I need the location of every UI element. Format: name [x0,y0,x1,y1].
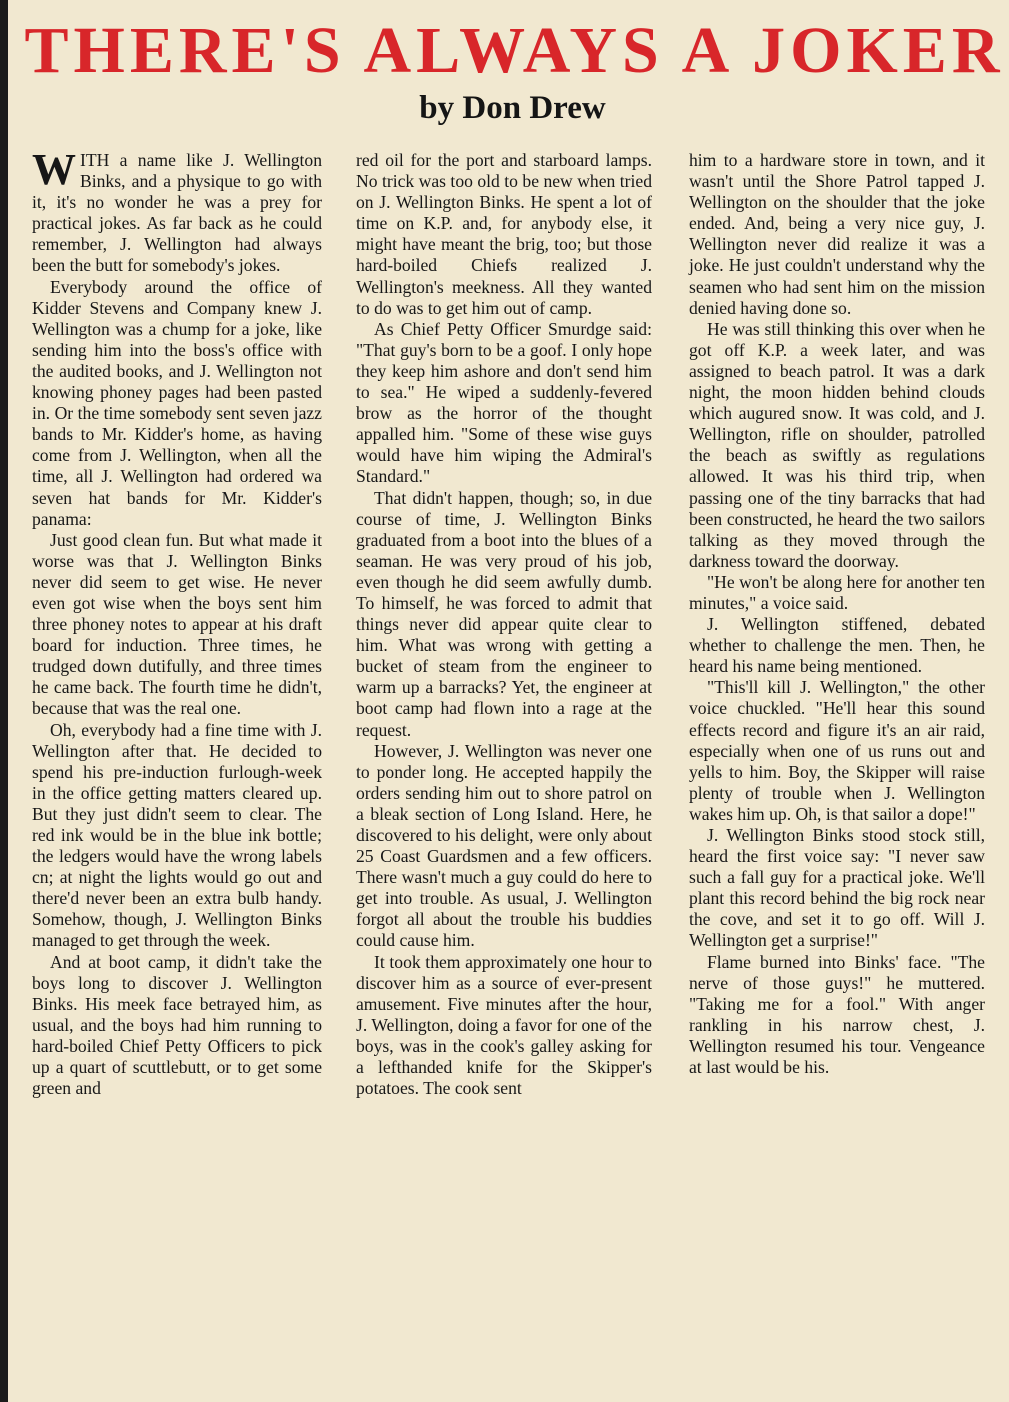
paragraph: Flame burned into Binks' face. "The nerve of those guys!" he muttered. "Taking me for a fool." With anger rankling in his narrow chest, J. Wellington resumed his tour. Vengeance at last would be his. [689,951,985,1078]
paragraph: Oh, everybody had a fine time with J. Wellington after that. He decided to spend his pre-induction furlough-week in the office getting matters cleared up. But they just didn't seem to clear. The red ink would be in the blue ink bottle; the ledgers would have the wrong labels cn; at night the lights would go out and there'd never been an extra bulb handy. Somehow, though, J. Wellington Binks managed to get through the week. [32,719,322,951]
paragraph: "This'll kill J. Wellington," the other voice chuckled. "He'll hear this sound effects record and figure it's an air raid, especially when one of us runs out and yells to him. Boy, the Skipper will raise plenty of trouble when J. Wellington wakes him up. Oh, is that sailor a dope!" [689,677,985,824]
paragraph: As Chief Petty Officer Smurdge said: "That guy's born to be a goof. I only hope they keep him ashore and don't send him to sea." He wiped a suddenly-fevered brow as the horror of the thought appalled him. "Some of these wise guys would have him wiping the Admiral's Standard." [356,318,652,487]
paragraph: "He won't be along here for another ten minutes," a voice said. [689,571,985,613]
drop-cap: W [32,145,76,194]
paragraph: J. Wellington Binks stood stock still, heard the first voice say: "I never saw such a fall guy for a practical joke. We'll plant this record behind the big rock near the cove, and set it to go off. Will J. Wellington get a surprise!" [689,825,985,951]
paragraph: red oil for the port and starboard lamps. No trick was too old to be new when tried on J. Wellington Binks. He spent a lot of time on K.P. and, for anybody else, it might have meant the brig, too; but those hard-boiled Chiefs realized J. Wellington's meekness. All they wanted to do was to get him out of camp. [356,150,652,318]
paragraph: J. Wellington stiffened, debated whether to challenge the men. Then, he heard his name being mentioned. [689,614,985,677]
paragraph: Everybody around the office of Kidder Stevens and Company knew J. Wellington was a chump for a joke, like sending him into the boss's office with the audited books, and J. Wellington not knowing phoney pages had been pasted in. Or the time somebody sent seven jazz bands to Mr. Kidder's home, as having come from J. Wellington, when all the time, all J. Wellington had ordered wa seven hat bands for Mr. Kidder's panama: [32,276,322,529]
text-column-3 [689,150,985,1078]
paragraph-text: ITH a name like J. Wellington Binks, and a physique to go with it, it's no wonder he was a prey for practical jokes. As far back as he could remember, J. Wellington had always been the butt for somebody's jokes. [32,150,322,276]
text-column-1 [32,145,322,1099]
paragraph: And at boot camp, it didn't take the boys long to discover J. Wellington Binks. His meek face betrayed him, as usual, and the boys had him running to hard-boiled Chief Petty Officers to pick up a quart of scuttlebutt, or to get some green and [32,951,322,1099]
paragraph: It took them approximately one hour to discover him as a source of ever-present amusement. Five minutes after the hour, J. Wellington, doing a favor for one of the boys, was in the cook's galley asking for a lefthanded knife for the Skipper's potatoes. The cook sent [356,951,652,1099]
story-title: THERE'S ALWAYS A JOKER [24,14,1005,87]
paragraph: Just good clean fun. But what made it worse was that J. Wellington Binks never did seem to get wise. He never even got wise when the boys sent him three phoney notes to appear at his draft board for induction. Three times, he trudged down dutifully, and three times he came back. The fourth time he didn't, because that was the real one. [32,529,322,719]
byline: by Don Drew [419,90,606,126]
paragraph: That didn't happen, though; so, in due course of time, J. Wellington Binks graduated from a boot into the blues of a seaman. He was very proud of his job, even though he did seem awfully dumb. To himself, he was forced to admit that things never did appear quite clear to him. What was wrong with getting a bucket of steam from the engineer to warm up a barracks? Yet, the engineer at boot camp had flown into a rage at the request. [356,487,652,740]
paragraph: him to a hardware store in town, and it wasn't until the Shore Patrol tapped J. Wellington on the shoulder that the joke ended. And, being a very nice guy, J. Wellington never did realize it was a joke. He just couldn't understand why the seamen who had sent him on the mission denied having done so. [689,150,985,318]
paragraph [32,145,322,277]
paragraph: He was still thinking this over when he got off K.P. a week later, and was assigned to beach patrol. It was a dark night, the moon hidden behind clouds which augured snow. It was cold, and J. Wellington, rifle on shoulder, patrolled the beach as swiftly as regulations allowed. It was his third trip, when passing one of the tiny barracks that had been constructed, he heard the two sailors talking as they moved through the darkness toward the doorway. [689,318,985,571]
text-column-2 [356,150,652,1099]
paragraph: However, J. Wellington was never one to ponder long. He accepted happily the orders sending him out to shore patrol on a bleak section of Long Island. Here, he discovered to his delight, were only about 25 Coast Guardsmen and a few officers. There wasn't much a guy could do here to get into trouble. As usual, J. Wellington forgot all about the trouble his buddies could cause him. [356,740,652,951]
